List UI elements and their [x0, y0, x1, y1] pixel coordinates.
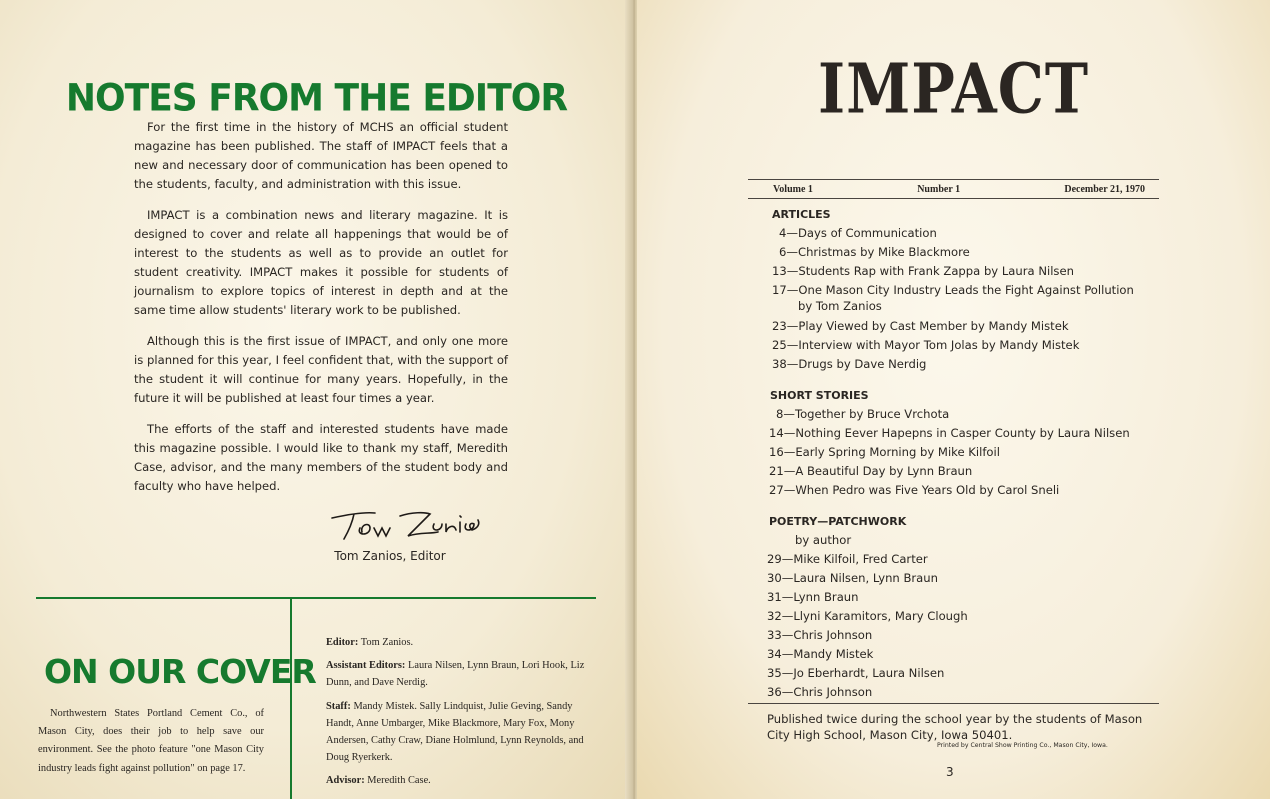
cover-description: Northwestern States Portland Cement Co., of Mason City, does their job to help save our environment. See the photo feature "one Mason City industry leads fight against pollution" on page 17.: [38, 708, 264, 774]
credit-staff: Staff: Mandy Mistek. Sally Lindquist, Julie Geving, Sandy Handt, Anne Umbarger, Mike Blackmore, Mary Fox, Mony Andersen, Cathy Craw, Diane Holmlund, Lynn Reynolds, and Doug Ryerkerk.: [326, 700, 584, 764]
toc-item: 29—Mike Kilfoil, Fred Carter: [767, 552, 928, 566]
staff-credits: [326, 634, 602, 796]
section-heading-articles: ARTICLES: [772, 208, 831, 221]
toc-item: 23—Play Viewed by Cast Member by Mandy Mistek: [772, 319, 1069, 333]
page-number: 3: [946, 765, 954, 779]
publication-note: Published twice during the school year by the students of Mason City High School, Mason City, Iowa 50401.: [767, 712, 1143, 742]
credit-advisor: Advisor: Meredith Case.: [326, 775, 431, 787]
editor-notes-body: [134, 118, 508, 508]
signature-caption: Tom Zanios, Editor: [334, 549, 446, 563]
toc-item: 31—Lynn Braun: [767, 590, 859, 604]
toc-item: 13—Students Rap with Frank Zappa by Laura Nilsen: [772, 264, 1074, 278]
issue-date: December 21, 1970: [1064, 184, 1145, 195]
toc-item: 25—Interview with Mayor Tom Jolas by Mandy Mistek: [772, 338, 1080, 352]
toc-item: 32—Llyni Karamitors, Mary Clough: [767, 609, 968, 623]
rule-top: [748, 179, 1159, 180]
section-heading-poetry: POETRY—PATCHWORK: [769, 515, 907, 528]
toc-item: 4—Days of Communication: [779, 226, 937, 240]
toc-item: 8—Together by Bruce Vrchota: [776, 407, 950, 421]
toc-item: 16—Early Spring Morning by Mike Kilfoil: [769, 445, 1000, 459]
toc-item: 36—Chris Johnson: [767, 685, 873, 699]
table-of-contents: [767, 205, 1167, 702]
credit-editor: Editor: Tom Zanios.: [326, 637, 414, 648]
toc-item: 27—When Pedro was Five Years Old by Carol Sneli: [769, 483, 1060, 497]
section-heading-short-stories: SHORT STORIES: [770, 389, 869, 402]
poetry-subheading: by author: [795, 533, 852, 547]
printer-credit: Printed by Central Show Printing Co., Mason City, Iowa.: [937, 742, 1108, 749]
volume: Volume 1: [773, 184, 813, 195]
toc-item: 14—Nothing Eever Hapepns in Casper County by Laura Nilsen: [769, 426, 1130, 440]
issue-info: [773, 184, 1145, 195]
toc-item: 34—Mandy Mistek: [767, 647, 874, 661]
cover-title: ON OUR COVER: [44, 652, 316, 691]
toc-item: 33—Chris Johnson: [767, 628, 873, 642]
divider-horizontal: [36, 597, 596, 599]
left-page: [0, 0, 633, 799]
rule-bottom: [748, 703, 1159, 704]
editor-notes-title: NOTES FROM THE EDITOR: [65, 76, 568, 121]
editor-paragraph: For the first time in the history of MCHS an official student magazine has been published. The staff of IMPACT feels that a new and necessary door of communication has been opened to the students, faculty, and administration with this issue.: [134, 120, 508, 192]
issue-number: Number 1: [917, 184, 961, 195]
editor-signature: [330, 506, 480, 546]
editor-paragraph: IMPACT is a combination news and literary magazine. It is designed to cover and relate all happenings that would be of interest to the students as well as to provide an outlet for student creativity. IMPACT makes it possible for students of journalism to explore topics of interest in depth and at the same time allow students' literary work to be published.: [134, 207, 508, 318]
editor-paragraph: The efforts of the staff and interested students have made this magazine possible. I would like to thank my staff, Meredith Case, advisor, and the many members of the student body and faculty who have helped.: [134, 421, 508, 494]
editor-paragraph: Although this is the first issue of IMPACT, and only one more is planned for this year, I feel confident that, with the support of the student it will continue for many years. Hopefully, in the future it will be published at least four times a year.: [134, 333, 508, 406]
toc-item: 35—Jo Eberhardt, Laura Nilsen: [767, 666, 945, 680]
rule-below-issue-info: [748, 198, 1159, 199]
right-page: [637, 0, 1270, 799]
toc-item: 6—Christmas by Mike Blackmore: [779, 245, 970, 259]
toc-item: 17—One Mason City Industry Leads the Fight Against Pollution by Tom Zanios: [772, 283, 1134, 313]
masthead: IMPACT: [817, 48, 1090, 130]
credit-assistant-editors: Assistant Editors: Laura Nilsen, Lynn Braun, Lori Hook, Liz Dunn, and Dave Nerdig.: [326, 660, 585, 689]
divider-vertical: [290, 598, 292, 799]
toc-item: 30—Laura Nilsen, Lynn Braun: [767, 571, 938, 585]
toc-item: 38—Drugs by Dave Nerdig: [772, 357, 927, 371]
toc-item: 21—A Beautiful Day by Lynn Braun: [769, 464, 973, 478]
